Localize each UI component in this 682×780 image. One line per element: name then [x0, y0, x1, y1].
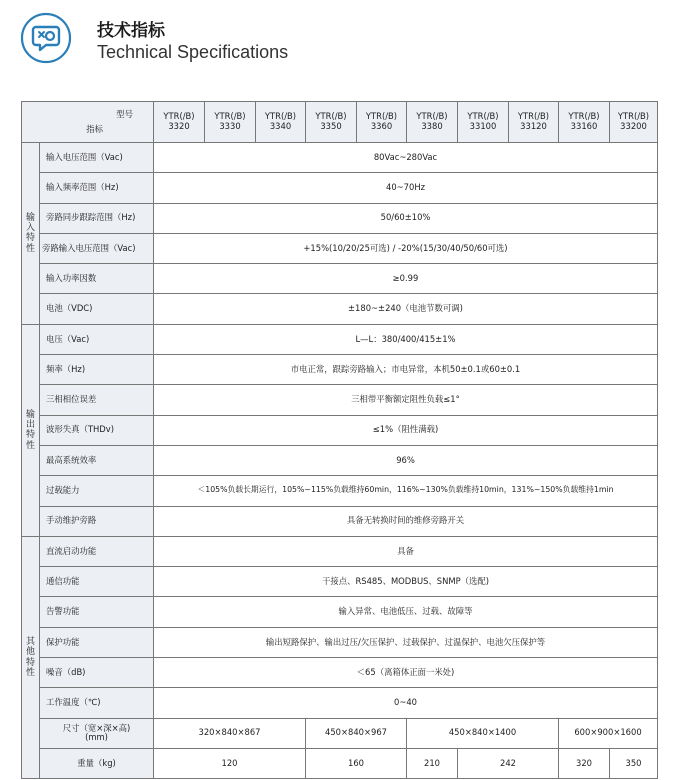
row-label: 噪音（dB) [40, 658, 154, 688]
table-header-row [22, 102, 658, 143]
table-row [22, 658, 658, 688]
row-label: 三相相位误差 [40, 385, 154, 415]
model-header: YTR(/B) 3360 [357, 102, 407, 143]
row-value: ＜65（离箱体正面一米处) [154, 658, 658, 688]
table-row [22, 203, 658, 233]
table-row [22, 476, 658, 506]
row-value: ＜105%负载长期运行，105%~115%负载维持60min，116%~130%负载维持10min，131%~150%负载维持1min [154, 476, 658, 506]
row-value: +15%(10/20/25可选) / -20%(15/30/40/50/60可选) [154, 233, 658, 263]
row-value: 210 [407, 748, 458, 778]
row-value: 600×900×1600 [559, 718, 658, 748]
table-row [22, 173, 658, 203]
row-value: ±180~±240（电池节数可调) [154, 294, 658, 324]
model-header: YTR(/B) 3330 [205, 102, 256, 143]
row-label: 输入电压范围（Vac) [40, 143, 154, 173]
model-header: YTR(/B) 33160 [559, 102, 610, 143]
table-row [22, 324, 658, 354]
page-title-cn: 技术指标 [97, 21, 165, 41]
row-label: 重量（kg) [40, 748, 154, 778]
row-label: 过载能力 [40, 476, 154, 506]
row-value: 市电正常，跟踪旁路输入；市电异常，本机50±0.1或60±0.1 [154, 355, 658, 385]
row-label: 电压（Vac) [40, 324, 154, 354]
row-label: 尺寸（宽×深×高) (mm) [40, 718, 154, 748]
row-value: ≥0.99 [154, 264, 658, 294]
model-header: YTR(/B) 3320 [154, 102, 205, 143]
row-label: 旁路同步跟踪范围（Hz) [40, 203, 154, 233]
row-value: 450×840×967 [306, 718, 407, 748]
corner-cell [22, 102, 154, 143]
row-value: 40~70Hz [154, 173, 658, 203]
row-value: 0~40 [154, 688, 658, 718]
table-row [22, 567, 658, 597]
table-row [22, 597, 658, 627]
corner-model-label: 型号 [116, 109, 133, 119]
table-row [22, 415, 658, 445]
spec-table [21, 101, 658, 779]
row-label: 输入功率因数 [40, 264, 154, 294]
row-value: 120 [154, 748, 306, 778]
row-value: 96% [154, 445, 658, 475]
row-value: 320 [559, 748, 610, 778]
row-value: 320×840×867 [154, 718, 306, 748]
table-row [22, 748, 658, 778]
row-value: ≤1%（阻性满载) [154, 415, 658, 445]
table-row [22, 355, 658, 385]
table-row [22, 627, 658, 657]
group-other-label: 其 他 特 性 [22, 536, 40, 778]
table-row [22, 264, 658, 294]
table-row [22, 445, 658, 475]
row-label: 最高系统效率 [40, 445, 154, 475]
row-label: 工作温度（℃) [40, 688, 154, 718]
table-row [22, 536, 658, 566]
row-value: 具备 [154, 536, 658, 566]
row-label: 旁路输入电压范围（Vac) [40, 233, 154, 263]
row-label: 波形失真（THDv) [40, 415, 154, 445]
row-label: 手动维护旁路 [40, 506, 154, 536]
row-value: 三相带平衡额定阻性负载≤1° [154, 385, 658, 415]
row-value: 干接点、RS485、MODBUS、SNMP（选配) [154, 567, 658, 597]
row-value: 具备无转换时间的维修旁路开关 [154, 506, 658, 536]
group-input-label: 输 入 特 性 [22, 143, 40, 325]
group-output-label: 输 出 特 性 [22, 324, 40, 536]
row-label: 直流启动功能 [40, 536, 154, 566]
table-row [22, 506, 658, 536]
row-label: 频率（Hz) [40, 355, 154, 385]
row-value: 160 [306, 748, 407, 778]
tools-speech-bubble-icon [20, 12, 72, 64]
page-header [20, 12, 660, 72]
row-label: 通信功能 [40, 567, 154, 597]
row-label: 保护功能 [40, 627, 154, 657]
row-value: 350 [610, 748, 658, 778]
table-row [22, 718, 658, 748]
table-row [22, 233, 658, 263]
model-header: YTR(/B) 3340 [256, 102, 306, 143]
row-value: 输出短路保护、输出过压/欠压保护、过载保护、过温保护、电池欠压保护等 [154, 627, 658, 657]
row-value: 80Vac~280Vac [154, 143, 658, 173]
page-title-en: Technical Specifications [97, 42, 289, 62]
row-value: 输入异常、电池低压、过载、故障等 [154, 597, 658, 627]
model-header: YTR(/B) 3350 [306, 102, 357, 143]
row-value: 450×840×1400 [407, 718, 559, 748]
row-label: 输入频率范围（Hz) [40, 173, 154, 203]
model-header: YTR(/B) 33120 [509, 102, 559, 143]
model-header: YTR(/B) 33100 [458, 102, 509, 143]
model-header: YTR(/B) 3380 [407, 102, 458, 143]
row-label: 电池（VDC) [40, 294, 154, 324]
row-value: 242 [458, 748, 559, 778]
row-value: L—L：380/400/415±1% [154, 324, 658, 354]
row-value: 50/60±10% [154, 203, 658, 233]
table-row [22, 688, 658, 718]
table-row [22, 143, 658, 173]
table-row [22, 294, 658, 324]
row-label: 告警功能 [40, 597, 154, 627]
table-row [22, 385, 658, 415]
corner-spec-label: 指标 [86, 124, 103, 135]
model-header: YTR(/B) 33200 [610, 102, 658, 143]
